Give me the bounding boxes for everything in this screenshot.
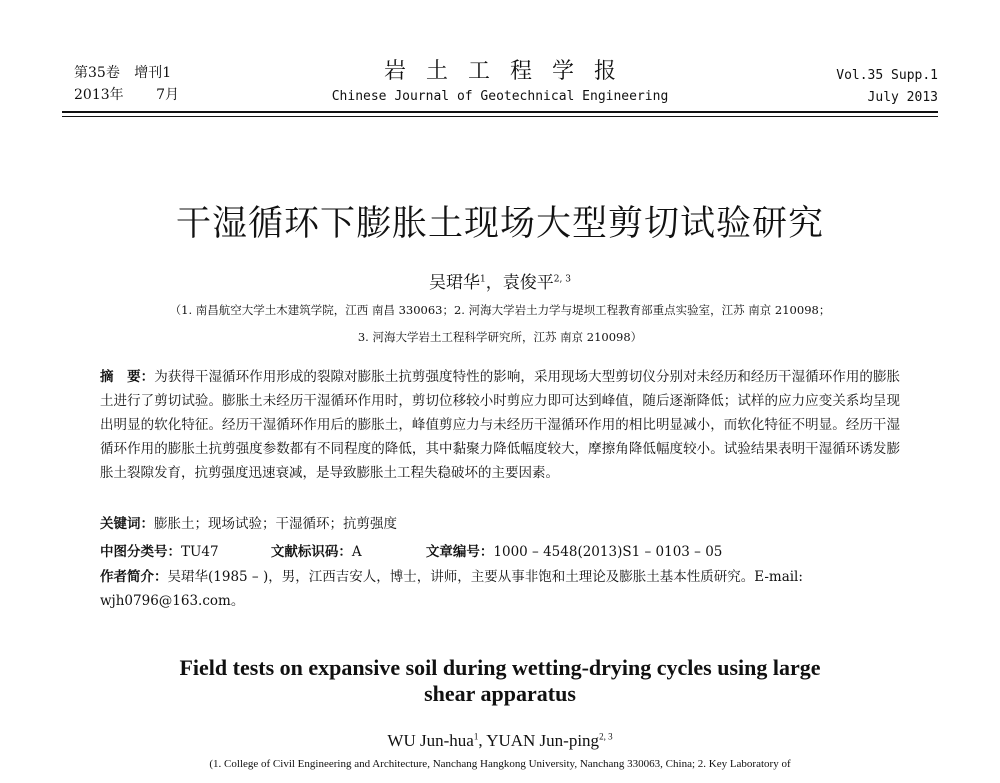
header-right <box>836 65 938 109</box>
abstract-label: 摘 要： <box>100 369 155 385</box>
doc-code-label: 文献标识码： <box>270 544 352 560</box>
paper-title-en-line2: shear apparatus <box>424 681 576 706</box>
month-cn: 7月 <box>156 87 180 103</box>
affiliation-cn-line2: 3. 河海大学岩土工程科学研究所，江苏 南京 210098） <box>357 330 643 344</box>
header-left <box>74 62 179 106</box>
authors-en <box>0 731 1000 751</box>
journal-title-cn: 岩土工程学报 <box>383 59 636 84</box>
author-bio <box>100 565 900 613</box>
keywords-cn <box>100 512 900 536</box>
affiliation-en: (1. College of Civil Engineering and Architecture, Nanchang Hangkong University, Nanchang 330063, China; 2. Key Laboratory of <box>209 758 791 770</box>
classification-line <box>100 540 900 564</box>
keywords-text: 膨胀土；现场试验；干湿循环；抗剪强度 <box>154 516 397 532</box>
clc-label: 中图分类号： <box>100 544 181 560</box>
author2-en: YUAN Jun-ping <box>486 731 600 750</box>
author2-cn: 袁俊平 <box>502 273 554 293</box>
author-bio-label: 作者简介： <box>100 569 168 585</box>
journal-masthead <box>300 58 700 106</box>
clc-value: TU47 <box>181 544 219 560</box>
header-rule-thin <box>62 116 938 117</box>
author1-cn-sup: 1 <box>480 274 486 285</box>
supplement-cn: 增刊1 <box>134 65 172 81</box>
abstract-cn <box>100 365 900 485</box>
header-rule-thick <box>62 111 938 113</box>
volume-en: Vol.35 Supp.1 <box>836 68 938 83</box>
journal-title-en: Chinese Journal of Geotechnical Engineering <box>331 89 669 104</box>
paper-title-en <box>0 655 1000 707</box>
affiliation-cn-line1: （1. 南昌航空大学土木建筑学院，江西 南昌 330063；2. 河海大学岩土力学与堤坝工程教育部重点实验室，江苏 南京 210098； <box>169 303 831 317</box>
article-number-label: 文章编号： <box>425 544 494 560</box>
article-number-value: 1000 – 4548(2013)S1 – 0103 – 05 <box>493 544 723 560</box>
author-separator-en: , <box>478 731 487 750</box>
author1-cn: 吴珺华 <box>429 273 481 293</box>
paper-title-en-line1: Field tests on expansive soil during wetting-drying cycles using large <box>179 655 821 680</box>
authors-cn <box>0 268 1000 293</box>
author2-cn-sup: 2, 3 <box>553 274 571 285</box>
author-bio-text: 吴珺华(1985 – )，男，江西吉安人，博士，讲师，主要从事非饱和土理论及膨胀土基本性质研究。E-mail: wjh0796@163.com。 <box>100 569 803 609</box>
date-en: July 2013 <box>867 90 938 105</box>
keywords-label: 关键词： <box>100 516 154 532</box>
year-cn: 2013年 <box>74 87 124 103</box>
volume-cn: 第35卷 <box>74 65 120 81</box>
author1-en-sup: 1 <box>473 731 479 742</box>
author2-en-sup: 2, 3 <box>599 731 613 742</box>
author-separator-cn: ， <box>485 273 503 293</box>
date-line <box>74 84 179 106</box>
author1-en: WU Jun-hua <box>387 731 474 750</box>
doc-code-value: A <box>351 544 362 560</box>
paper-title-cn: 干湿循环下膨胀土现场大型剪切试验研究 <box>175 204 824 244</box>
abstract-text: 为获得干湿循环作用形成的裂隙对膨胀土抗剪强度特性的影响，采用现场大型剪切仪分别对未经历和经历干湿循环作用的膨胀土进行了剪切试验。膨胀土未经历干湿循环作用时，剪切位移较小时剪应力即可达到峰值，随后逐渐降低；试样的应力应变关系均呈现出明显的软化特征。经历干湿循环作用后的膨胀土，峰值剪应力与未经历干湿循环作用的相比明显减小，而软化特征不明显。经历干湿循环作用的膨胀土抗剪强度参数都有不同程度的降低，其中黏聚力降低幅度较大，摩擦角降低幅度较小。试验结果表明干湿循环诱发膨胀土裂隙发育，抗剪强度迅速衰减，是导致膨胀土工程失稳破坏的主要因素。 <box>100 369 901 481</box>
volume-line <box>74 62 179 84</box>
